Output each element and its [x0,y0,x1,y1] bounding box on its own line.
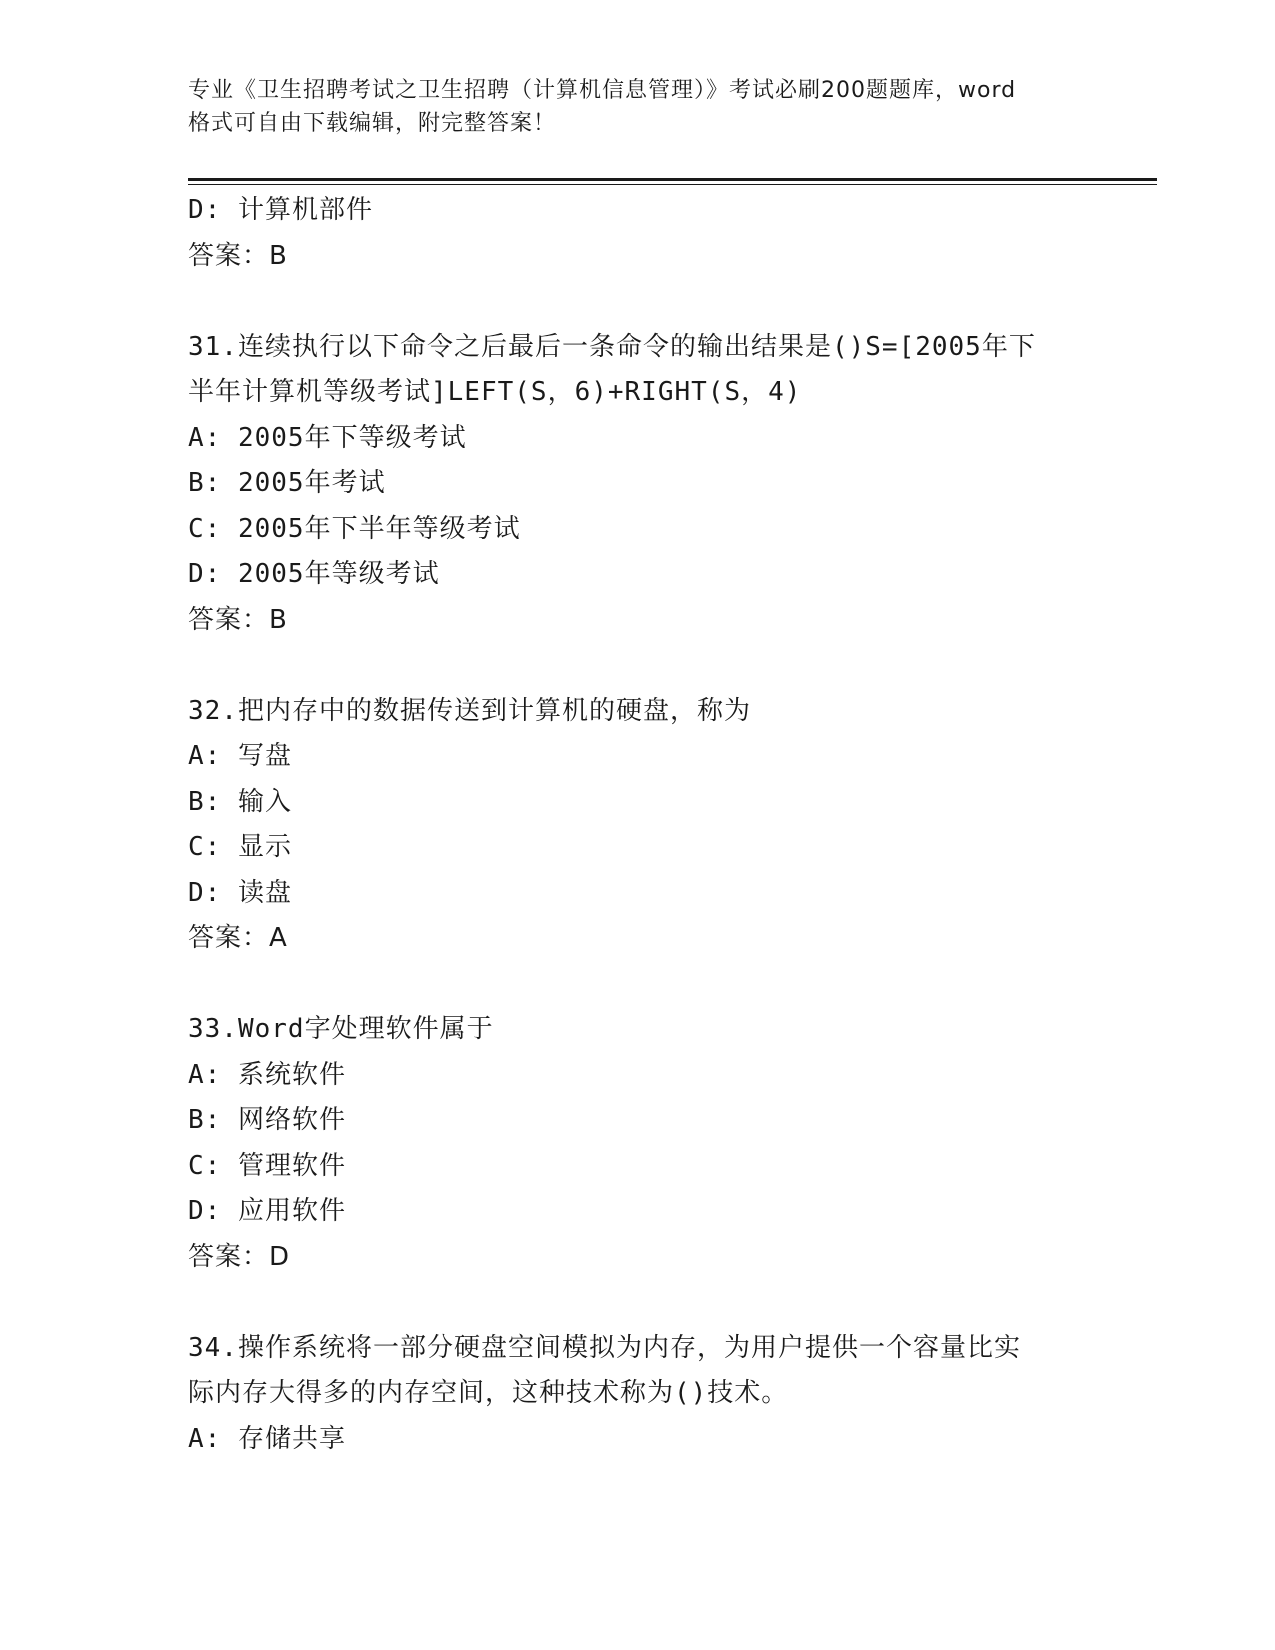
option-b: B: 输入 [188,786,292,817]
option-c: C: 显示 [188,832,292,862]
question-33 [188,1007,1088,1280]
answer: 答案：B [188,240,288,271]
question-31 [188,325,1088,644]
option-a: A: 存储共享 [188,1423,346,1454]
spacer [188,1280,1088,1326]
header-divider-thick [188,178,1157,181]
document-header [188,74,1088,140]
spacer [188,962,1088,1008]
spacer [188,643,1088,689]
question-stem: 33.Word字处理软件属于 [188,1014,494,1044]
option-b: B: 2005年考试 [188,468,386,498]
question-stem: 32.把内存中的数据传送到计算机的硬盘，称为 [188,695,751,726]
option-d: D: 2005年等级考试 [188,559,440,589]
answer: 答案：D [188,1241,291,1272]
option-a: A: 2005年下等级考试 [188,422,467,453]
header-line-2: 格式可自由下载编辑，附完整答案！ [188,111,557,136]
question-stem: 34.操作系统将一部分硬盘空间模拟为内存，为用户提供一个容量比实 [188,1332,1021,1363]
option-c: C: 管理软件 [188,1150,346,1181]
option-c: C: 2005年下半年等级考试 [188,513,521,544]
answer: 答案：B [188,604,288,635]
spacer [188,279,1088,325]
option-d: D: 读盘 [188,877,292,908]
option-a: A: 系统软件 [188,1059,346,1090]
question-stem: 31.连续执行以下命令之后最后一条命令的输出结果是()S=[2005年下 [188,331,1036,362]
option-a: A: 写盘 [188,741,292,771]
question-32 [188,689,1088,962]
header-line-1: 专业《卫生招聘考试之卫生招聘（计算机信息管理）》考试必刷200题题库，word [188,78,1017,103]
question-list [188,188,1088,1462]
question-stem-continued: 际内存大得多的内存空间，这种技术称为()技术。 [188,1378,789,1408]
question-stem-continued: 半年计算机等级考试]LEFT(S，6)+RIGHT(S，4) [188,377,802,407]
question-34 [188,1326,1088,1463]
question-prev [188,188,1088,279]
answer: 答案：A [188,923,288,953]
option-d: D: 计算机部件 [188,195,373,225]
option-b: B: 网络软件 [188,1105,346,1135]
option-d: D: 应用软件 [188,1196,346,1226]
header-divider-thin [188,184,1157,185]
